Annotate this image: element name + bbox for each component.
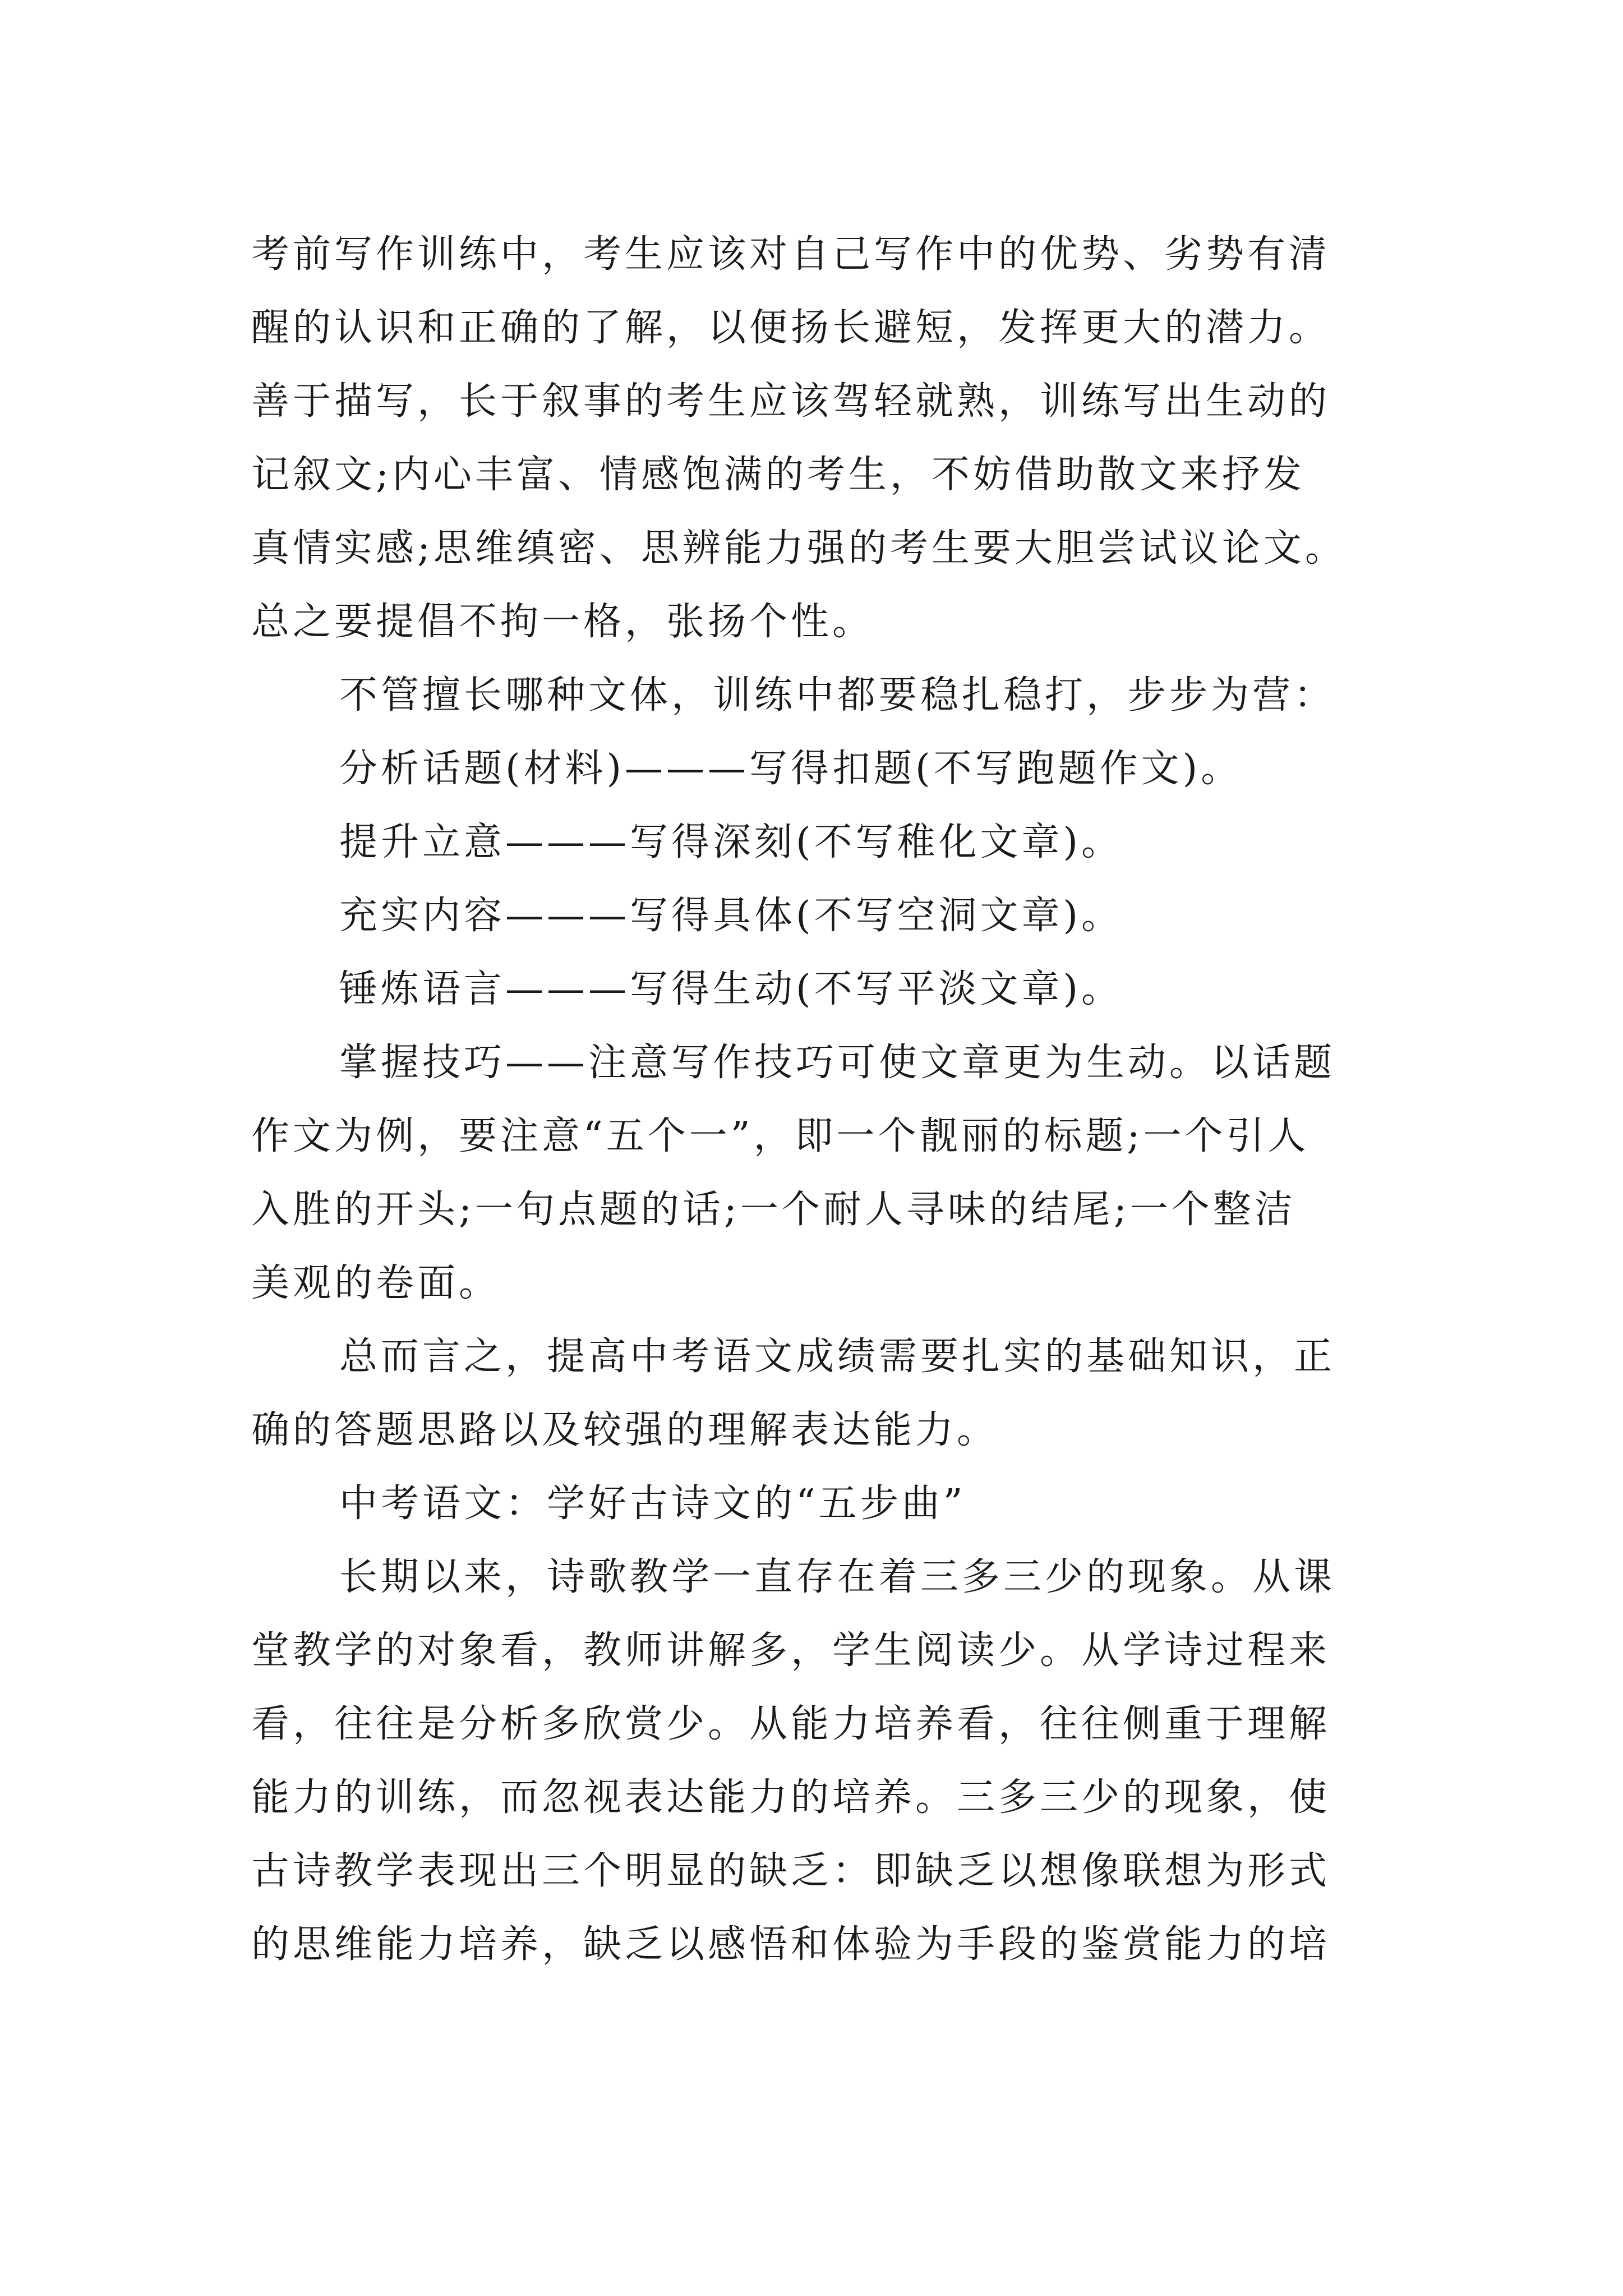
text-line-9: 提升立意———写得深刻(不写稚化文章)。 [339, 820, 1123, 864]
text-line-8: 分析话题(材料)———写得扣题(不写跑题作文)。 [339, 747, 1243, 791]
text-line-20: 堂教学的对象看，教师讲解多，学生阅读少。从学诗过程来 [251, 1628, 1331, 1673]
section-heading: 中考语文：学好古诗文的“五步曲” [339, 1481, 966, 1526]
text-line-21: 看，往往是分析多欣赏少。从能力培养看，往往侧重于理解 [251, 1702, 1331, 1746]
text-line-17: 确的答题思路以及较强的理解表达能力。 [251, 1408, 999, 1452]
text-line-4: 记叙文;内心丰富、情感饱满的考生，不妨借助散文来抒发 [251, 453, 1305, 497]
text-line-5: 真情实感;思维缜密、思辨能力强的考生要大胆尝试议论文。 [251, 526, 1347, 570]
text-line-23: 古诗教学表现出三个明显的缺乏：即缺乏以想像联想为形式 [251, 1849, 1331, 1893]
text-line-10: 充实内容———写得具体(不写空洞文章)。 [339, 894, 1123, 938]
text-line-1: 考前写作训练中，考生应该对自己写作中的优势、劣势有清 [251, 232, 1331, 277]
text-line-3: 善于描写，长于叙事的考生应该驾轻就熟，训练写出生动的 [251, 379, 1331, 424]
text-line-12: 掌握技巧——注意写作技巧可使文章更为生动。以话题 [339, 1041, 1336, 1085]
text-line-14: 入胜的开头;一句点题的话;一个耐人寻味的结尾;一个整洁 [251, 1188, 1296, 1232]
text-line-16: 总而言之，提高中考语文成绩需要扎实的基础知识，正 [339, 1335, 1336, 1379]
text-line-6: 总之要提倡不拘一格，张扬个性。 [251, 600, 874, 644]
document-page [251, 218, 1373, 1981]
text-line-22: 能力的训练，而忽视表达能力的培养。三多三少的现象，使 [251, 1775, 1331, 1820]
text-line-11: 锤炼语言———写得生动(不写平淡文章)。 [339, 967, 1123, 1011]
text-line-7: 不管擅长哪种文体，训练中都要稳扎稳打，步步为营： [339, 673, 1336, 717]
text-line-19: 长期以来，诗歌教学一直存在着三多三少的现象。从课 [339, 1555, 1336, 1599]
text-line-24: 的思维能力培养，缺乏以感悟和体验为手段的鉴赏能力的培 [251, 1922, 1331, 1967]
text-line-15: 美观的卷面。 [251, 1261, 501, 1305]
text-line-2: 醒的认识和正确的了解，以便扬长避短，发挥更大的潜力。 [251, 306, 1331, 350]
text-line-13: 作文为例，要注意“五个一”，即一个靓丽的标题;一个引人 [251, 1114, 1310, 1158]
